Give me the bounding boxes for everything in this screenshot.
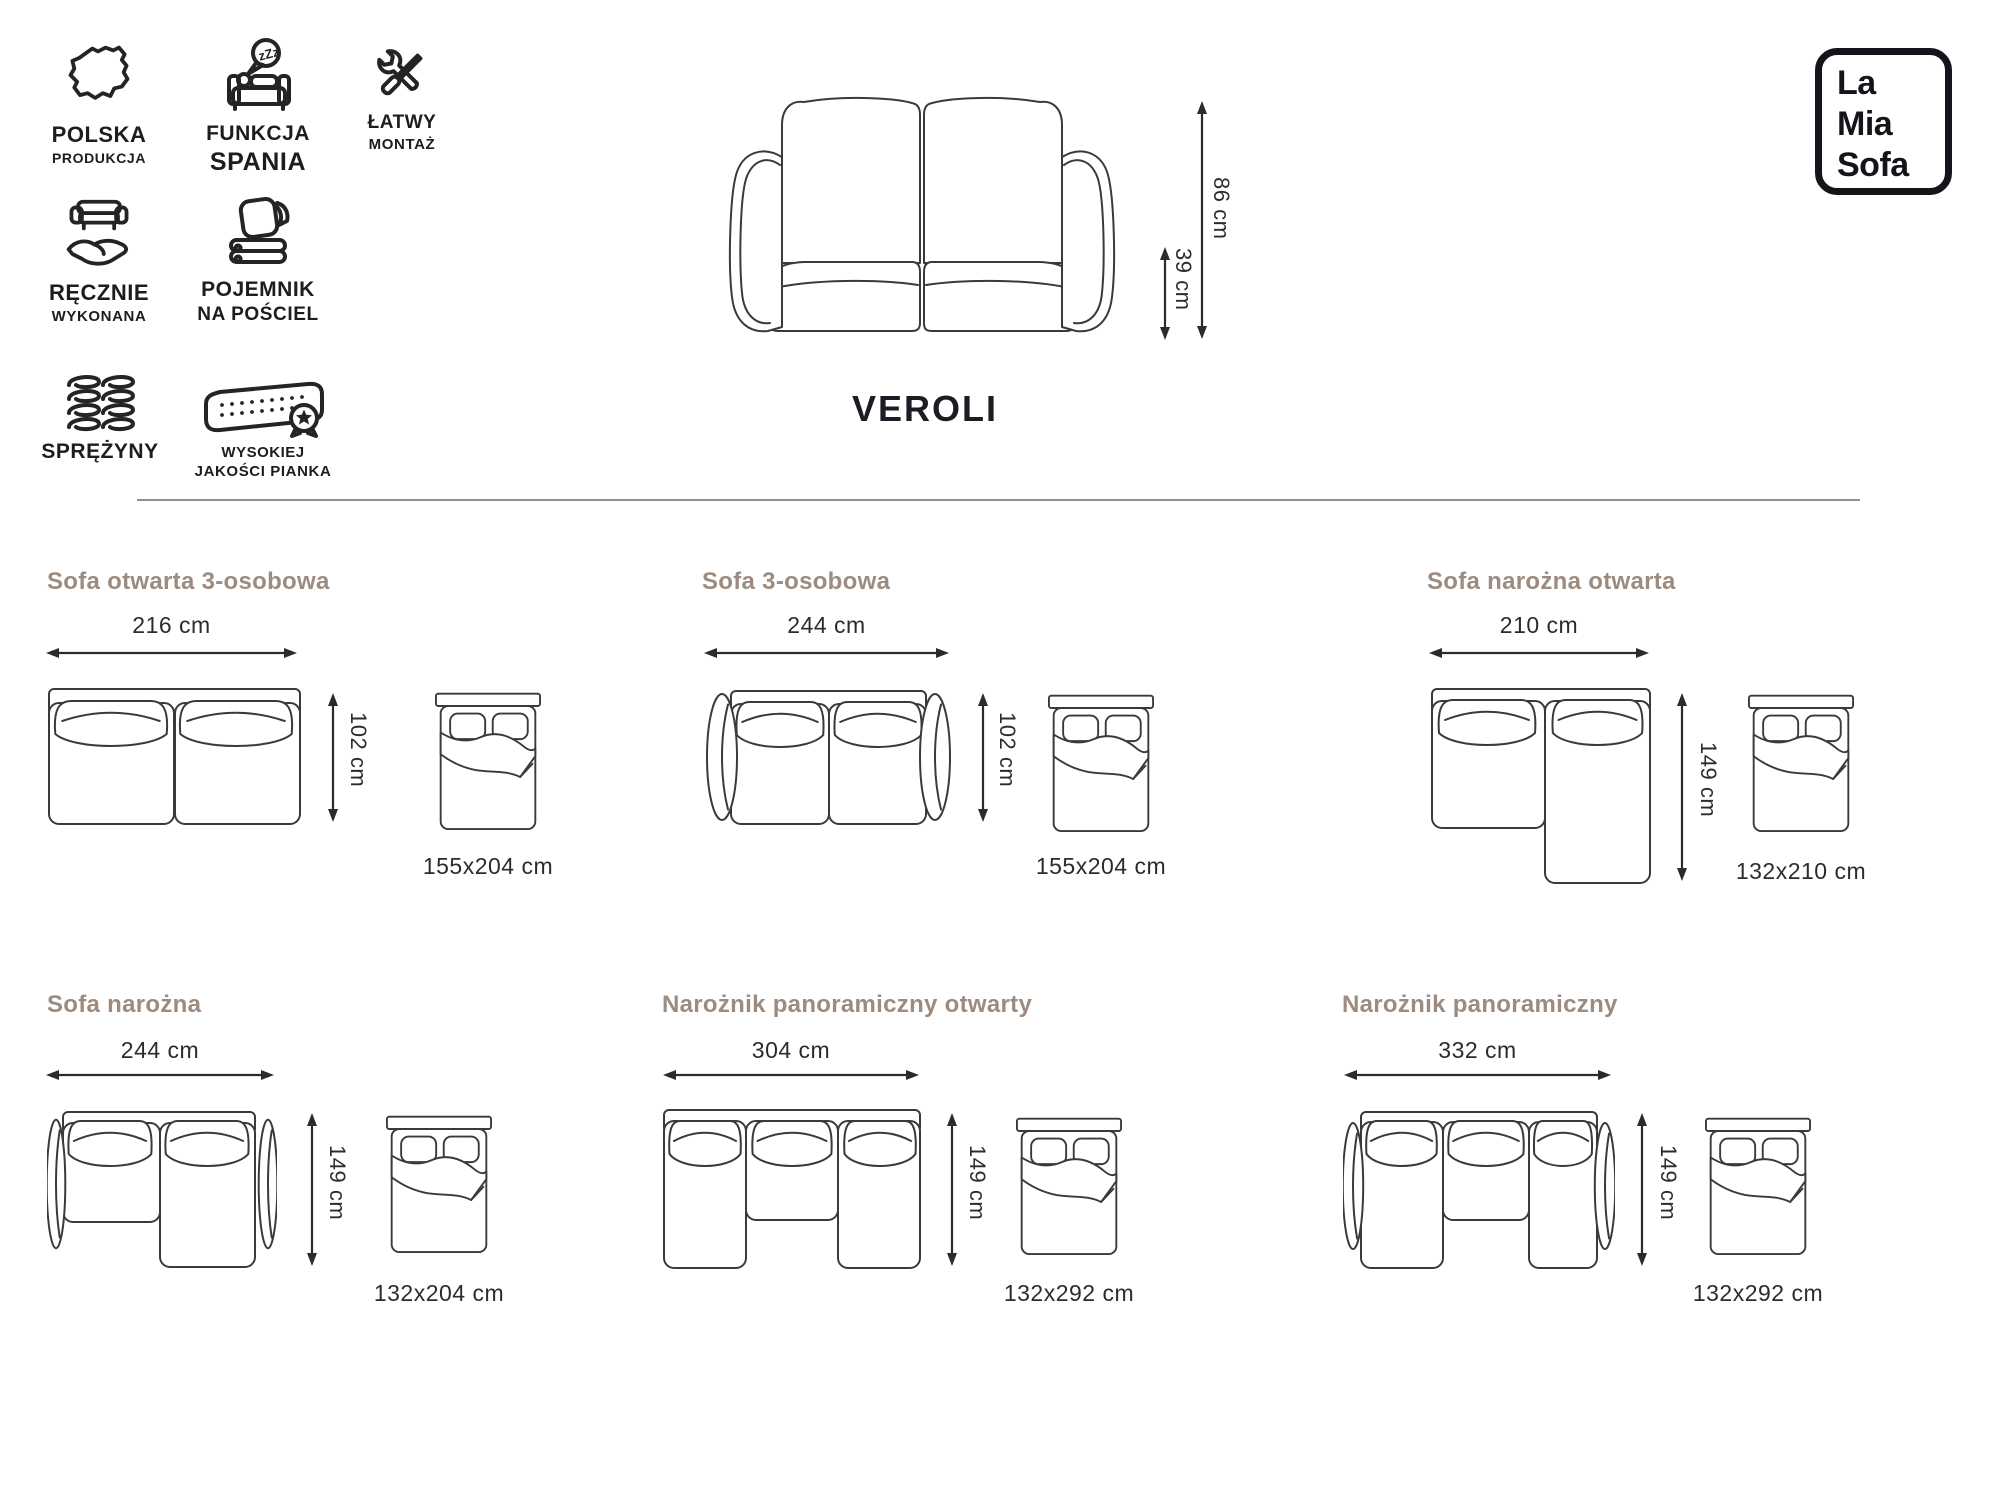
bed-size: 132x204 cm [373, 1280, 505, 1306]
sleep-function-icon [217, 36, 299, 116]
feature-sublabel: NA POŚCIEL [197, 304, 319, 325]
depth-dimension: 102 cm [346, 712, 371, 788]
foam-icon [196, 378, 330, 438]
product-name: VEROLI [851, 388, 998, 429]
height-dimension-arrow [1195, 100, 1209, 340]
feature-wysokiej-jakosci-pianka [168, 378, 358, 480]
depth-dimension: 149 cm [325, 1145, 350, 1221]
feature-sprezyny [24, 372, 176, 464]
feature-polska-produkcja [20, 40, 178, 166]
feature-label: FUNKCJA [206, 122, 310, 145]
variant-panel-sofa-narozna-otwarta [1390, 565, 1970, 935]
bed-icon [1048, 689, 1154, 833]
feature-sublabel: WYKONANA [51, 308, 147, 325]
logo-line: La [1837, 64, 1876, 102]
feature-sublabel: JAKOŚCI PIANKA [194, 463, 332, 480]
variant-panel-sofa-narozna [30, 988, 600, 1348]
sofa-top-view [47, 1108, 277, 1268]
variant-panel-sofa-3-osobowa [650, 565, 1220, 925]
feature-latwy-montaz [338, 42, 466, 153]
width-dimension: 244 cm [120, 1037, 200, 1063]
bedding-storage-icon [218, 192, 298, 272]
width-arrow [1428, 646, 1650, 660]
depth-arrow [1635, 1112, 1649, 1267]
feature-label: POJEMNIK [201, 278, 315, 301]
depth-arrow [305, 1112, 319, 1267]
bed-icon [1748, 689, 1854, 833]
variant-title: Sofa 3-osobowa [702, 568, 891, 595]
bed-icon [1705, 1112, 1811, 1256]
variant-title: Sofa narożna [47, 991, 202, 1018]
handmade-icon [61, 196, 137, 274]
feature-label: POLSKA [51, 122, 147, 147]
width-arrow [45, 1068, 275, 1082]
variant-panel-sofa-otwarta-3-osobowa [30, 565, 600, 925]
feature-sublabel: MONTAŻ [368, 136, 436, 153]
sofa-top-view [705, 687, 952, 827]
feature-label: WYSOKIEJ [221, 444, 305, 461]
bed-size: 132x292 cm [1692, 1280, 1824, 1306]
sofa-top-view [47, 687, 302, 827]
bed-icon [435, 687, 541, 831]
zzz-glyphs: zZz [256, 44, 281, 64]
bed-size: 155x204 cm [1035, 853, 1167, 879]
depth-dimension: 149 cm [1696, 742, 1721, 818]
total-height-label: 86 cm [1209, 177, 1234, 240]
poland-map-icon [61, 40, 137, 116]
depth-arrow [326, 692, 340, 823]
width-arrow [45, 646, 298, 660]
sofa-top-view [662, 1108, 922, 1270]
depth-arrow [1675, 692, 1689, 882]
easy-assembly-icon [370, 42, 434, 106]
seat-height-label: 39 cm [1171, 248, 1196, 311]
feature-recznie-wykonana [20, 196, 178, 325]
variant-title: Narożnik panoramiczny [1342, 991, 1618, 1018]
bed-icon [1016, 1112, 1122, 1256]
width-arrow [703, 646, 950, 660]
feature-pojemnik-na-posciel [174, 192, 342, 326]
feature-label: SPRĘŻYNY [41, 440, 159, 463]
width-arrow [662, 1068, 920, 1082]
depth-arrow [945, 1112, 959, 1267]
sofa-front-illustration [712, 73, 1132, 343]
bed-size: 155x204 cm [422, 853, 554, 879]
variant-panel-naroznik-panoramiczny-otwarty [650, 988, 1230, 1348]
depth-dimension: 149 cm [965, 1145, 990, 1221]
variant-panel-naroznik-panoramiczny [1330, 988, 1950, 1348]
feature-label: ŁATWY [367, 112, 437, 133]
logo-line: Mia [1837, 105, 1893, 143]
section-divider [137, 499, 1860, 501]
variant-title: Narożnik panoramiczny otwarty [662, 991, 1033, 1018]
bed-size: 132x210 cm [1735, 858, 1867, 884]
variant-title: Sofa narożna otwarta [1427, 568, 1676, 595]
depth-dimension: 102 cm [995, 712, 1020, 788]
width-dimension: 210 cm [1499, 612, 1579, 638]
feature-sublabel: PRODUKCJA [51, 150, 147, 166]
width-dimension: 216 cm [132, 612, 211, 638]
brand-logo [1815, 48, 1952, 195]
depth-dimension: 149 cm [1656, 1145, 1681, 1221]
width-dimension: 304 cm [751, 1037, 831, 1063]
springs-icon [65, 372, 135, 434]
feature-label: RĘCZNIE [48, 280, 150, 305]
feature-funkcja-spania [178, 36, 338, 177]
width-dimension: 244 cm [787, 612, 866, 638]
sofa-top-view [1343, 1108, 1615, 1270]
feature-sublabel: SPANIA [209, 148, 307, 176]
sofa-top-view [1430, 687, 1652, 885]
bed-size: 132x292 cm [1003, 1280, 1135, 1306]
logo-line: Sofa [1837, 146, 1909, 184]
width-dimension: 332 cm [1438, 1037, 1517, 1063]
width-arrow [1343, 1068, 1612, 1082]
variant-title: Sofa otwarta 3-osobowa [47, 568, 330, 595]
depth-arrow [976, 692, 990, 823]
bed-icon [386, 1110, 492, 1254]
